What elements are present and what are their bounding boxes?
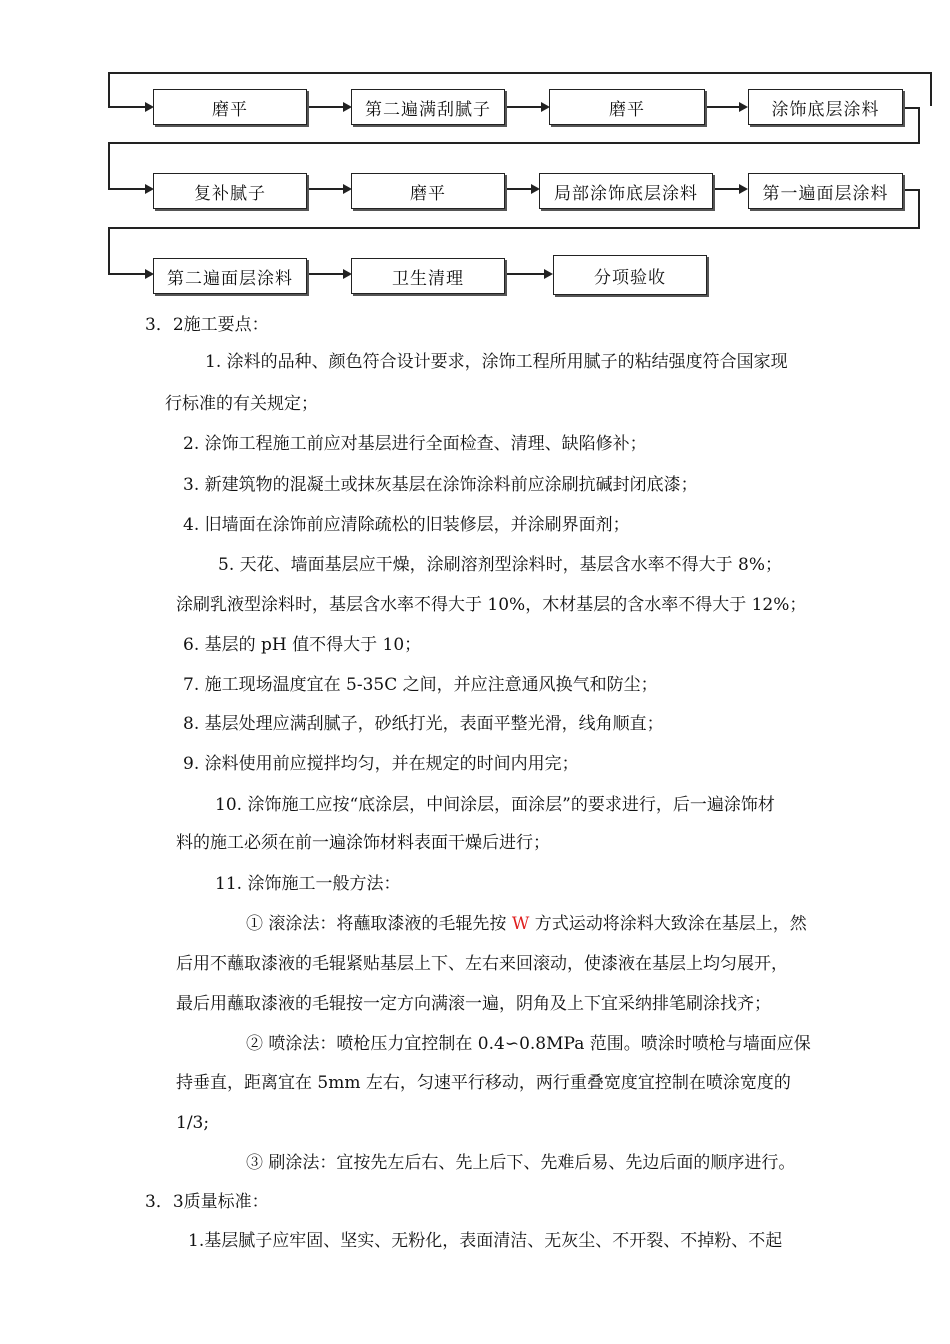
arrow-line [707, 106, 740, 108]
arrow-line [108, 106, 146, 108]
arrow-line [309, 273, 344, 275]
paragraph: 4. 旧墙面在涂饰前应清除疏松的旧装修层，并涂刷界面剂； [183, 515, 630, 535]
arrow-head-icon [739, 102, 748, 112]
flow-step: 分项验收 [553, 255, 707, 295]
arrow-line [507, 106, 542, 108]
paragraph: 5. 天花、墙面基层应干燥，涂刷溶剂型涂料时，基层含水率不得大于 8%； [218, 555, 782, 575]
paragraph: 1/3; [176, 1113, 210, 1133]
arrow-head-icon [739, 184, 748, 194]
paragraph: ③ 刷涂法：宜按先左后右、先上后下、先难后易、先边后面的顺序进行。 [246, 1153, 796, 1173]
flow-step: 磨平 [153, 89, 307, 125]
connector-line [918, 107, 920, 143]
connector-line [108, 142, 920, 144]
flow-step: 涂饰底层涂料 [748, 89, 903, 125]
connector-line [108, 72, 932, 74]
paragraph: 6. 基层的 pH 值不得大于 10； [183, 635, 422, 655]
paragraph: 9. 涂料使用前应搅拌均匀，并在规定的时间内用完； [183, 754, 579, 774]
paragraph: 行标准的有关规定； [165, 394, 318, 414]
w-marker: W [511, 914, 530, 934]
connector-line [903, 107, 919, 109]
paragraph: 11. 涂饰施工一般方法： [215, 874, 401, 894]
paragraph: 1.基层腻子应牢固、坚实、无粉化，表面清洁、无灰尘、不开裂、不掉粉、不起 [188, 1231, 783, 1251]
paragraph: 7. 施工现场温度宜在 5-35C 之间，并应注意通风换气和防尘； [183, 675, 658, 695]
section-heading: 3．2施工要点： [145, 315, 269, 335]
paragraph: 涂刷乳液型涂料时，基层含水率不得大于 10%，木材基层的含水率不得大于 12%； [176, 595, 807, 615]
paragraph: 持垂直，距离宜在 5mm 左右，匀速平行移动，两行重叠宽度宜控制在喷涂宽度的 [176, 1073, 791, 1093]
paragraph: 3. 新建筑物的混凝土或抹灰基层在涂饰涂料前应涂刷抗碱封闭底漆； [183, 475, 698, 495]
connector-line [108, 72, 110, 106]
arrow-line [507, 188, 532, 190]
flow-step: 复补腻子 [153, 173, 307, 209]
flow-step: 第二遍面层涂料 [153, 258, 307, 294]
arrow-line [309, 188, 344, 190]
arrow-head-icon [544, 269, 553, 279]
flow-step: 第二遍满刮腻子 [351, 89, 505, 125]
paragraph: 1. 涂料的品种、颜色符合设计要求，涂饰工程所用腻子的粘结强度符合国家现 [205, 352, 788, 372]
paragraph [246, 913, 807, 935]
paragraph: 10. 涂饰施工应按“底涂层，中间涂层，面涂层”的要求进行，后一遍涂饰材 [215, 795, 775, 815]
section-heading: 3．3质量标准： [145, 1192, 269, 1212]
flow-step: 第一遍面层涂料 [748, 173, 903, 209]
flow-step: 卫生清理 [351, 258, 505, 294]
arrow-line [108, 273, 146, 275]
paragraph: 最后用蘸取漆液的毛辊按一定方向满滚一遍，阴角及上下宜采纳排笔刷涂找齐； [176, 994, 771, 1014]
arrow-line [309, 106, 344, 108]
flow-step: 磨平 [351, 173, 505, 209]
paragraph: 后用不蘸取漆液的毛辊紧贴基层上下、左右来回滚动，使漆液在基层上均匀展开， [176, 954, 788, 974]
paragraph: 料的施工必须在前一遍涂饰材料表面干燥后进行； [176, 833, 550, 853]
arrow-line [108, 188, 146, 190]
connector-line [918, 189, 920, 228]
paragraph: ② 喷涂法：喷枪压力宜控制在 0.4∽0.8MPa 范围。喷涂时喷枪与墙面应保 [246, 1034, 811, 1054]
arrow-line [715, 188, 740, 190]
paragraph: 8. 基层处理应满刮腻子，砂纸打光，表面平整光滑，线角顺直； [183, 714, 664, 734]
connector-line [108, 227, 920, 229]
paragraph-text: ① 滚涂法：将蘸取漆液的毛辊先按 [246, 914, 512, 934]
process-flowchart [0, 0, 950, 310]
connector-line [930, 72, 932, 106]
connector-line [108, 227, 110, 273]
flow-step: 磨平 [549, 89, 705, 125]
paragraph: 2. 涂饰工程施工前应对基层进行全面检查、清理、缺陷修补； [183, 434, 647, 454]
arrow-line [507, 273, 545, 275]
flow-step: 局部涂饰底层涂料 [539, 173, 713, 209]
paragraph-text: 方式运动将涂料大致涂在基层上，然 [529, 914, 807, 934]
connector-line [903, 189, 919, 191]
connector-line [108, 142, 110, 188]
